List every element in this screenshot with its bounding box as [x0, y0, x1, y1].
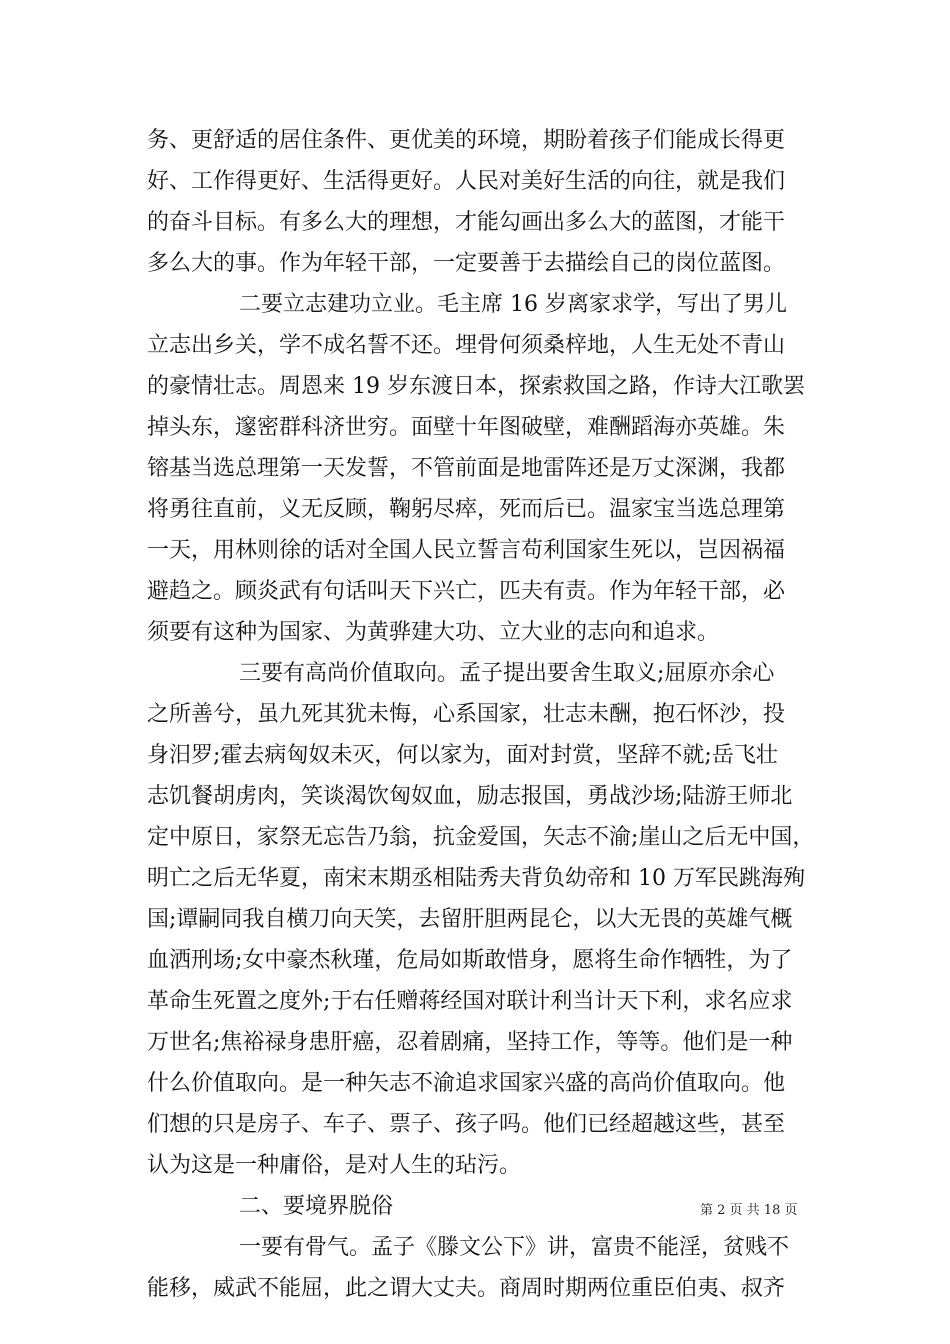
- section-heading: 二、要境界脱俗: [239, 1194, 394, 1219]
- text-line: 能移，威武不能屈，此之谓大丈夫。商周时期两位重臣伯夷、叔齐: [147, 1276, 786, 1301]
- text-line: 避趋之。顾炎武有句话叫天下兴亡，匹夫有责。作为年轻干部，必: [147, 579, 786, 604]
- text-line: 认为这是一种庸俗，是对人生的玷污。: [147, 1153, 522, 1178]
- text-line: 身汨罗;霍去病匈奴未灭，何以家为，面对封赏，坚辞不就;岳飞壮: [147, 743, 778, 768]
- text-line: 之所善兮，虽九死其犹未悔，心系国家，壮志未酬，抱石怀沙，投: [147, 702, 786, 727]
- text-line: 一天，用林则徐的话对全国人民立誓言苟利国家生死以，岂因祸福: [147, 538, 786, 563]
- paragraph-start-line: 三要有高尚价值取向。孟子提出要舍生取义;屈原亦余心: [239, 661, 775, 686]
- text-line: 须要有这种为国家、为黄骅建大功、立大业的志向和追求。: [147, 620, 720, 645]
- text-line: 们想的只是房子、车子、票子、孩子吗。他们已经超越这些，甚至: [147, 1112, 786, 1137]
- text-line: 多么大的事。作为年轻干部，一定要善于去描绘自己的岗位蓝图。: [147, 251, 786, 276]
- text-line: 将勇往直前，义无反顾，鞠躬尽瘁，死而后已。温家宝当选总理第: [147, 497, 786, 522]
- paragraph-start-line: 一要有骨气。孟子《滕文公下》讲，富贵不能淫，贫贱不: [239, 1235, 790, 1260]
- text-line: 掉头东，邃密群科济世穷。面壁十年图破壁，难酬蹈海亦英雄。朱: [147, 415, 786, 440]
- text-line: 什么价值取向。是一种矢志不渝追求国家兴盛的高尚价值取向。他: [147, 1071, 786, 1096]
- text-line: 革命生死置之度外;于右任赠蒋经国对联计利当计天下利，求名应求: [147, 989, 793, 1014]
- page-number-footer: 第 2 页 共 18 页: [700, 1203, 798, 1218]
- text-line: 的奋斗目标。有多么大的理想，才能勾画出多么大的蓝图，才能干: [147, 210, 786, 235]
- text-line: 好、工作得更好、生活得更好。人民对美好生活的向往，就是我们: [147, 169, 786, 194]
- paragraph-start-line: 二要立志建功立业。毛主席 16 岁离家求学，写出了男儿: [239, 292, 787, 317]
- text-line: 明亡之后无华夏，南宋末期丞相陆秀夫背负幼帝和 10 万军民跳海殉: [147, 866, 805, 891]
- text-line: 务、更舒适的居住条件、更优美的环境，期盼着孩子们能成长得更: [147, 128, 786, 153]
- text-line: 万世名;焦裕禄身患肝癌，忍着剧痛，坚持工作，等等。他们是一种: [147, 1030, 793, 1055]
- text-line: 定中原日，家祭无忘告乃翁，抗金爱国，矢志不渝;崖山之后无中国，: [147, 825, 815, 850]
- text-line: 镕基当选总理第一天发誓，不管前面是地雷阵还是万丈深渊，我都: [147, 456, 786, 481]
- body-text: [147, 120, 815, 1309]
- text-line: 国;谭嗣同我自横刀向天笑，去留肝胆两昆仑，以大无畏的英雄气概: [147, 907, 793, 932]
- text-line: 志饥餐胡虏肉，笑谈渴饮匈奴血，励志报国，勇战沙场;陆游王师北: [147, 784, 793, 809]
- text-line: 立志出乡关，学不成名誓不还。埋骨何须桑梓地，人生无处不青山: [147, 333, 786, 358]
- text-line: 血洒刑场;女中豪杰秋瑾，危局如斯敢惜身，愿将生命作牺牲，为了: [147, 948, 793, 973]
- text-line: 的豪情壮志。周恩来 19 岁东渡日本，探索救国之路，作诗大江歌罢: [147, 374, 805, 399]
